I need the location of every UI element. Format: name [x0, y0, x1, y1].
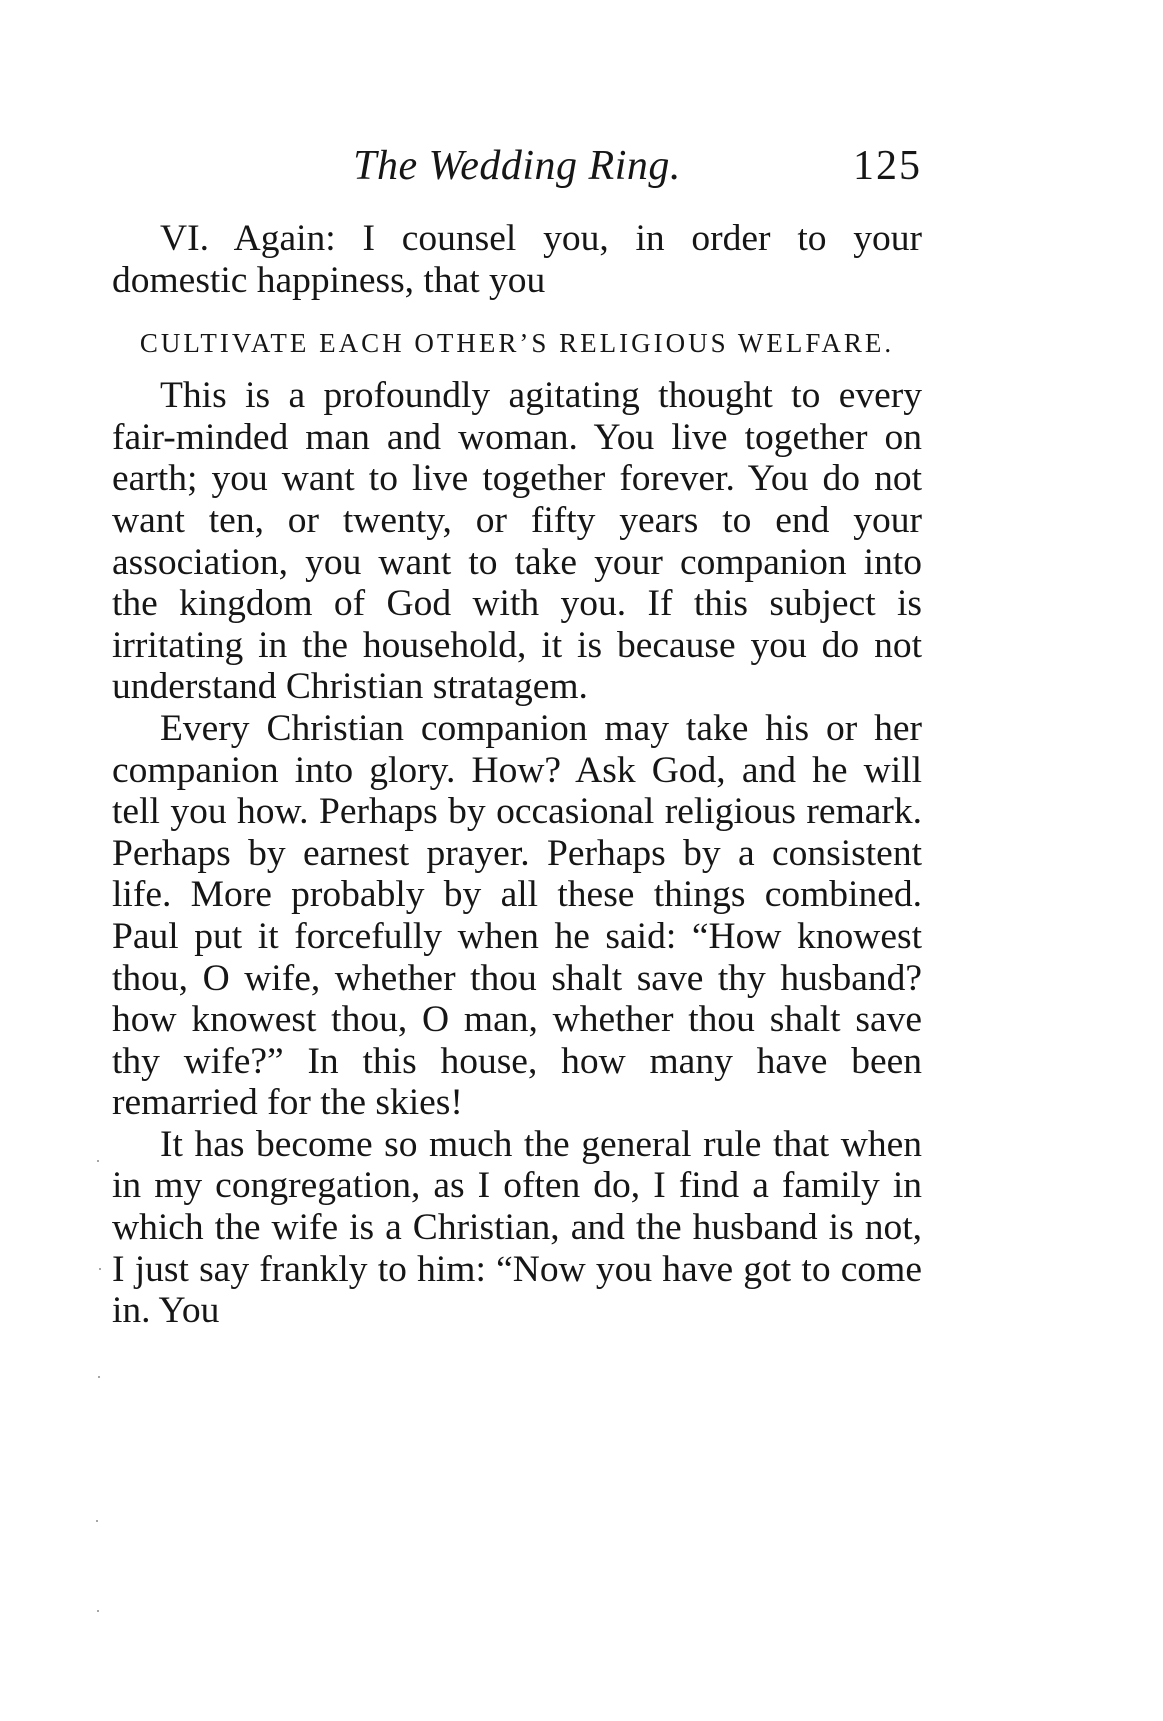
scan-speck [99, 1268, 101, 1270]
scan-speck [97, 1160, 99, 1162]
scan-speck [96, 1520, 98, 1522]
section-heading: CULTIVATE EACH OTHER’S RELIGIOUS WELFARE. [139, 328, 895, 359]
paragraph-3: It has become so much the general rule that when in my congregation, as I often do, I find a family in which the wife is a Christian, and the husband is not, I just say frankly to him: “Now you have got to come in. You [112, 1123, 922, 1332]
page-number: 125 [853, 143, 922, 189]
running-head [112, 142, 922, 202]
running-title: The Wedding Ring. [353, 143, 681, 189]
intro-paragraph: VI. Again: I counsel you, in order to your domestic happiness, that you [112, 218, 922, 301]
scan-speck [98, 1376, 100, 1378]
paragraph-2: Every Christian companion may take his or her companion into glory. How? Ask God, and he will tell you how. Perhaps by occasional religious remark. Perhaps by earnest prayer. Perhaps by a consistent life. More probably by all these things combined. Paul put it forcefully when he said: “How knowest thou, O wife, whether thou shalt save thy husband? how knowest thou, O man, whether thou shalt save thy wife?” In this house, how many have been remarried for the skies! [112, 707, 922, 1124]
body-text [112, 218, 922, 1332]
scan-speck [97, 1610, 99, 1612]
paragraph-1: This is a profoundly agitating thought to every fair-minded man and woman. You live together on earth; you want to live together forever. You do not want ten, or twenty, or fifty years to end your association, you want to take your companion into the kingdom of God with you. If this subject is irritating in the household, it is because you do not understand Christian stratagem. [112, 375, 922, 708]
